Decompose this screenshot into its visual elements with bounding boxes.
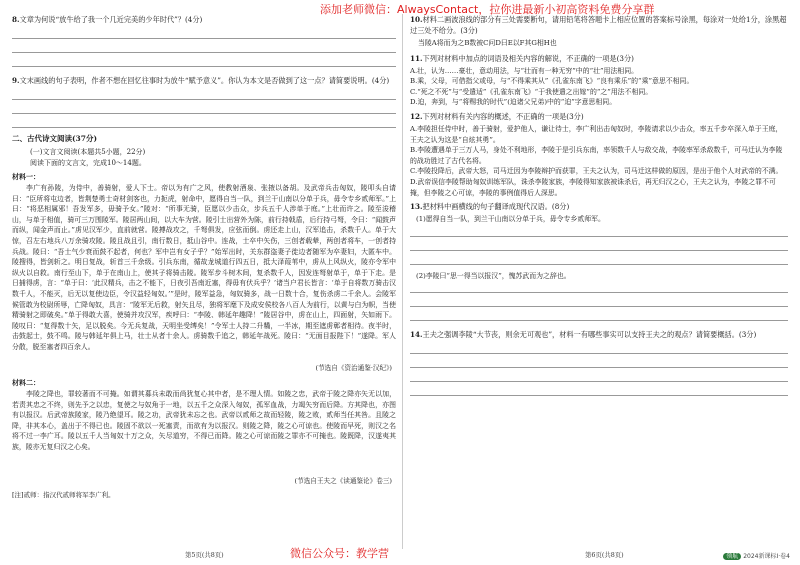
question-11: 11.下列对材料中加点的词语及相关内容的解说，不正确的一项是(3分) [410, 53, 634, 63]
material-1-text: 李广有孙陵，为侍中，善骑射，爱人下士。帝以为有广之风，使教射酒泉、张掖以备胡。及武帝兵击匈奴，陵叩头自请曰：“臣所将屯边者，皆荆楚勇士奇材剑客也，力扼虎，射命中，愿得自当一队，到兰干山南以分单于兵，毋令专乡贰师军。”上曰：“将恶相属邪！吾发军多，毋骑予女。”陵对：“所事无骑，臣愿以少击众，步兵五千人涉单于庭。”上壮而许之。陵至浚稽山，与单于相值，骑可三万围陵军。陵居两山间，以大车为营。陵引士出营外为陈，前行持戟盾，后行持弓弩，令曰：“闻鼓声而纵，闻金声而止。”虏见汉军少，直前就营。陵搏战攻之，千弩俱发，应弦而倒。虏还走上山，汉军追击，杀数千人。单于大惊，召左右地兵八万余骑攻陵。陵且战且引，南行数日，抵山谷中。连战，士卒中矢伤，三创者载辇，两创者将车，一创者持兵战。陵曰：“吾士气少衰而鼓不起者，何也？军中岂有女子乎？”始军出时，关东群盗妻子徙边者随军为卒妻妇，大匿车中。陵搜得，皆剑斩之。明日复战，斩首三千余级。引兵东南，循故龙城道行四五日，抵大泽葭苇中，虏从上风纵火，陵亦令军中纵火以自救。南行至山下，单于在南山上，使其子将骑击陵。陵军步斗树木间，复杀数千人，因发连弩射单于，单于下走。是日捕得虏，言：“单于曰：‘此汉精兵，击之不能下，日夜引吾南近塞，得毋有伏兵乎？’诸当户君长皆言：‘单于自将数万骑击汉数千人，不能灭，后无以复使边臣，令汉益轻匈奴。’”是时，陵军益急，匈奴骑多，战一日数十合，复伤杀虏二千余人。会陵军候管敢为校尉所辱，亡降匈奴，具言：“陵军无后救，射矢且尽，独将军麾下及成安侯校各八百人为前行，以黄与白为帜，当使精骑射之即破矣。”单于得敢大喜，使骑并攻汉军，疾呼曰：“李陵、韩延年趣降！”陵居谷中，虏在山上，四面射，矢如雨下。陵叹曰：“复得数十矢，足以脱矣。今无兵复战，天明坐受缚矣！”令军士人持二升糒，一半冰，期至遮虏鄣者相待。夜半时，击鼓起士，鼓不鸣。陵与韩延年俱上马，壮士从者十余人。虏骑数千追之，韩延年战死。陵曰：“无面目报陛下！”遂降。军人分散，脱至塞者四百余人。 [12, 184, 396, 351]
material-2-text: 李陵之降也，罪较著而不可掩。如谓其募兵未敢而尚犹复心其中者，是不理人情。如陵之忠，武帝于陵之降亦矢无以加，若责其忠之不终，则先予之以忠，复使之与奴角于一地，以五千之众深入匈奴，孤军血战，力竭矢穷而后降。方其降也，亦图有以报汉。后武帝族陵家，陵乃绝望耳。陵之功，武帝犹未忘之也。武帝以贰师之故而轻陵，陵之败，贰师当任其咎。且陵之降，非其本心，盖出于不得已也。陵固不欲以一死塞责，而欲有为以报汉。则陵之降，陵之心可谅也。使陵而早死，则汉之名将不过一李广耳。陵以五千人当匈奴十万之众，矢尽道穷，不得已而降。陵之心可谅而陵之罪亦不可掩也。陵既降，汉遂夷其族，陵亦无复归汉之心矣。 [12, 390, 396, 451]
brand-text: 2024新课标Ⅰ·卷4 [743, 553, 790, 560]
page-divider [402, 14, 403, 549]
question-12: 12.下列对材料有关内容的概述，不正确的一项是(3分) [410, 111, 584, 121]
right-page-number: 第6页(共8页) [585, 551, 624, 559]
answer-line[interactable] [12, 41, 396, 53]
question-10-options: 当陵A将而为之B数被C问D曰E以F其G相H也 [418, 39, 557, 47]
answer-line[interactable] [410, 370, 788, 382]
answer-line[interactable] [410, 225, 788, 237]
question-12-option-d[interactable]: D.武帝误信李陵帮助匈奴训练军队，诛杀李陵家族，李陵得知家族被诛杀后，再无归汉之心，王夫之认为，李陵之罪不可掩，但李陵之心可谅，李陵的事例值得后人深思。 [410, 177, 776, 197]
question-11-option-a[interactable]: A.壮，认为……豪壮，意动用法，与“壮而有一种无穷”中的“壮”用法相同。 [410, 66, 638, 75]
question-8: 8.文章为何说“放牛给了我一个几近完美的少年时代”？(4分) [12, 15, 203, 24]
subsection-title: (一)文言文阅读(本题共5小题，22分) [30, 148, 146, 156]
answer-line[interactable] [410, 281, 788, 293]
answer-line[interactable] [410, 253, 788, 265]
question-12-option-b[interactable]: B.李陵遭遇单于三万人马，身处不利地形，李陵于是引兵东南，率领数千人与敌交战，李陵率军杀敌数千，可马迁认为李陵的战功胜过了古代名将。 [410, 146, 783, 165]
answer-line[interactable] [410, 384, 788, 396]
answer-line[interactable] [410, 295, 788, 307]
material-1-source: (节选自《资治通鉴·汉纪》) [315, 364, 392, 372]
question-10: 10.材料二画波浪线的部分有三处需要断句，请用铅笔将答题卡上相应位置的答案标号涂黑，每涂对一处给1分，涂黑超过三处不给分。(3分) [410, 15, 787, 35]
subsection-desc: 阅读下面的文言文，完成10～14题。 [30, 159, 146, 167]
material-1-title: 材料一： [12, 172, 40, 181]
answer-line[interactable] [12, 55, 396, 67]
question-14: 14.王夫之强调李陵“大节丧，则余无可观也”，材料一有哪些事实可以支持王夫之的观点？请简要概括。(3分) [410, 330, 757, 340]
watermark-top: 添加老师微信：AlwaysContact，拉你进最新小初高资料免费分享群 [320, 3, 655, 16]
answer-line[interactable] [12, 116, 396, 128]
answer-line[interactable] [12, 102, 396, 114]
brand-mark [723, 551, 790, 560]
question-12-option-a[interactable]: A.李陵担任侍中时，善于骑射，爱护他人，谦让待士，李广利出击匈奴时，李陵请求以少击众，率五千步卒深入单于王庭，王夫之认为这是“自炫其勇”。 [410, 124, 783, 144]
answer-line[interactable] [410, 239, 788, 251]
answer-line[interactable] [410, 356, 788, 368]
answer-line[interactable] [12, 88, 396, 100]
brand-badge: 领航 [723, 553, 741, 560]
question-13: 13.把材料中画横线的句子翻译成现代汉语。(8分) [410, 202, 570, 212]
material-2-source: (节选自王夫之《读通鉴论》卷三) [294, 477, 392, 485]
left-page [12, 14, 396, 543]
question-13-part-2: (2)李陵曰“思一得当以报汉”，愧苏武而为之辞也。 [416, 271, 571, 280]
question-11-option-c[interactable]: C.“死之不死”与“受遣适”《孔雀东南飞》“于我使遣之出嫁”的“之”用法不相同。 [410, 87, 653, 96]
question-11-option-b[interactable]: B.乘，父母，可借指父或母，与“不得乘其从”《孔雀东南飞》“良有乘乐”的“乘”意思不相同。 [410, 77, 694, 86]
answer-line[interactable] [12, 27, 396, 39]
left-page-number: 第5页(共8页) [185, 551, 224, 559]
section-title: 二、古代诗文阅读(37分) [12, 134, 98, 143]
question-11-option-d[interactable]: D.迫，奔到，与“将赐我的时代”(迫诸父兄弟)中的“迫”字意思相同。 [410, 98, 617, 107]
question-9: 9.文末画线的句子表明，作者不想在回忆往事时为放牛“赋予意义”。你认为本文是否做到了这一点？请简要说明。(4分) [12, 76, 390, 85]
footnote: [注]贰师：指汉代贰师将军李广利。 [12, 491, 115, 499]
question-13-part-1: (1)愿得自当一队，到兰干山南以分单于兵，毋令专乡贰师军。 [416, 215, 605, 224]
watermark-bottom: 微信公众号：教学营 [290, 547, 389, 560]
material-2-title: 材料二： [12, 378, 40, 387]
right-page [410, 14, 788, 543]
answer-line[interactable] [410, 309, 788, 321]
answer-line[interactable] [410, 342, 788, 354]
question-12-option-c[interactable]: C.李陵投降后，武帝大怒，司马迁因为李陵辩护而获罪，王夫之认为，司马迁这样做的原因，是出于他个人对武帝的不满。 [410, 167, 783, 176]
